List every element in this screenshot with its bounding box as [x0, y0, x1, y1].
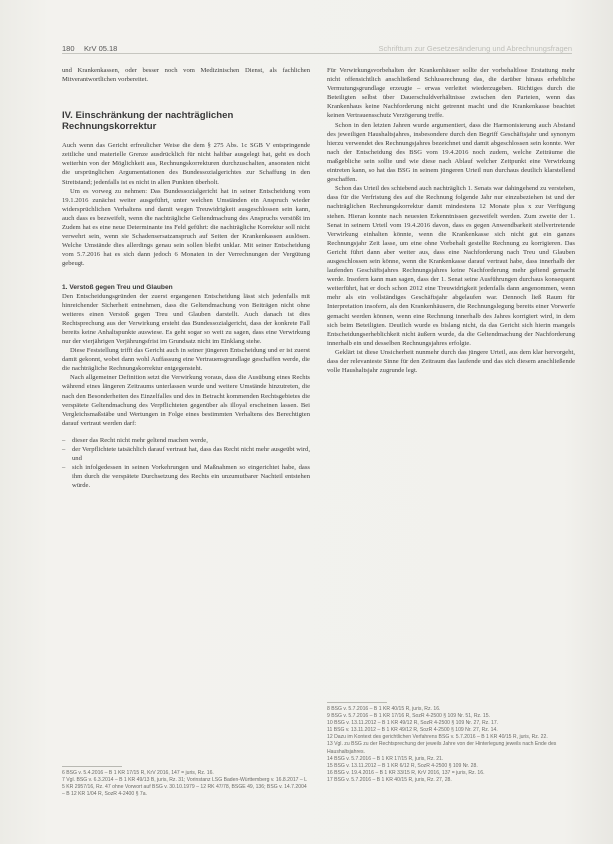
- footnote: 12 Dazu im Kontext des gerichtlichen Verfahrens BSG v. 5.7.2016 – B 1 KR 40/15 R, juris, Rz. 22.: [327, 734, 548, 741]
- footnote: 10 BSG v. 13.11.2012 – B 1 KR 49/12 R, SozR 4-2500 § 109 Nr. 27, Rz. 17.: [327, 720, 499, 727]
- running-head: Schrifttum zur Gesetzesänderung und Abrechnungsfragen: [378, 44, 572, 53]
- paragraph-r2: Schon in den letzten Jahren wurde argumentiert, dass die Harmonisierung auch Abstand des jeweiligen Haushaltsjahres, insbesondere durch den Begriff Geschäftsjahr und synonym hierzu verwendet des Rechnungsjahres bezeichnet und damit abgeschlossen sein konnte. Wer nach der Entscheidung des BSG vom 19.4.2016 noch zudem, welche Zeiträume die maßgebliche sein sollte und wie diese nach Ablauf welcher Zeitpunkt eine Verwirkung eintreten kann, so hat das BSG in seinem jüngeren Urteil nun durchaus deutlich klarstellend geschaffen.: [327, 121, 575, 184]
- page-header: [62, 44, 572, 56]
- intro-paragraph: und Krankenkassen, oder besser noch vom Medizinischen Dienst, als fachlichen Mitverantwortlichen vorbereitet.: [62, 67, 310, 84]
- paragraph-r4: Geklärt ist diese Unsicherheit nunmehr durch das jüngere Urteil, aus dem klar hervorgeht, dass der relevanteste Sinne für den Zeitraum das laufende und das sich diesem anschließende volle Haushaltsjahr zugrunde legt.: [327, 348, 575, 375]
- paragraph-r3: Schon das Urteil des schiebend auch nachträglich 1. Senats war dahingehend zu verstehen, dass für die Verfristung des auf die Rechnung folgende Jahr nur einzubeziehen ist und der nachträglichen Rechnungskorrektur damit mindestens 12 Monate plus x zur Verfügung stehen. Hieran konnte nach neuesten Erkenntnissen gezweifelt werden. Zum zweite der 1. Senat in seinem Urteil vom 19.4.2016 davon, dass es gegen Anwendbarkeit stellvertretende Verwirkung einhalten könnte, wenn die Krankenkasse sich nicht gut ein ganzes Rechnungsjahr Zeit lasse, um eine ohne Vorbehalt gestellte Rechnung zu korrigieren. Das Gericht führt dann aber weiter aus, dass eine Nachforderung nach Treu und Glauben ausgeschlossen sein könne, wenn die Krankenkasse darauf vertraut habe, dass innerhalb der laufenden Geschäftsjahres Rechnungsjahres keine Nachforderung mehr geltend gemacht werde. Insofern kann man sagen, dass der 1. Senat seine Ausführungen durchaus konsequent weiterführt, hat er doch schon 2012 eine Treuwidrigkeit jedenfalls dann angenommen, wenn mehr als ein vollständiges Geschäftsjahr abgelaufen war. Dennoch ließ Raum für Interpretation insofern, als den Krankenhäusern, die Rechnungslegung bereits einer Vorwerfe gemacht werden können, wenn eine Rechnung innerhalb des Jahres korrigiert wird, in dem sich beim Beteiligten. Deutlich wurde es bislang nicht, da das Gericht sich hierin mangels Entscheidungserheblichkeit nicht äußern wurde, da die Geltendmachung der Nachforderung innerhalb ein und desselben Rechnungsjahres erfolgte.: [327, 185, 575, 347]
- footnote-rule: [62, 766, 122, 767]
- footnote: 15 BSG v. 13.11.2012 – B 1 KR 6/12 R, SozR 4-2500 § 109 Nr. 28.: [327, 762, 478, 769]
- paragraph-5: Nach allgemeiner Definition setzt die Verwirkung voraus, dass die Ausübung eines Rechts während eines längeren Zeitraums unterlassen wurde und weitere Umstände hinzutreten, die nach den Besonderheiten des Einzelfalles und des in Betracht kommenden Rechtsgebietes die verspätete Geltendmachung des Verpflichteten gegenüber als illoyal erscheinen lassen. Bei Vergleichsmaßstäbe und Wertungen in Folge eines bestimmten Verhaltens des Berechtigten darauf vertraut werden darf:: [62, 374, 310, 427]
- left-column: [62, 66, 310, 490]
- condition-list: [62, 436, 310, 491]
- footnote-rule: [327, 702, 387, 703]
- section-heading: IV. Einschränkung der nachträglichen Rechnungskorrektur: [62, 110, 234, 133]
- subsection-heading: 1. Verstoß gegen Treu und Glauben: [62, 283, 173, 291]
- footnote: 8 BSG v. 5.7.2016 – B 1 KR 40/15 R, juris, Rz. 16.: [327, 706, 441, 712]
- footnote: 11 BSG v. 13.11.2012 – B 1 KR 49/12 R, SozR 4-2500 § 109 Nr. 27, Rz. 14.: [327, 727, 498, 734]
- paragraph-1: Auch wenn das Gericht erfreulicher Weise die dem § 275 Abs. 1c SGB V entspringende zeitliche und materielle Grenze ausdrücklich für nicht haltbar ausgelegt hat, geht es doch weiterhin von der Möglichkeit aus, Rechnungskorrekturen durchzuschalten, ansonsten nicht die ursprünglichen Argumentationen des Bundessozialgerichtes zur Schaffung in den Streitstand; jedenfalls ist es nicht in allen Punkten überholt.: [62, 142, 310, 186]
- paragraph-r1: Für Verwirkungsvorbehalten der Krankenhäuser sollte der vorbehaltlose Erstattung mehr nicht offensichtlich anschließend Schlussrechnung das, die darüber hinaus erhebliche Vermutungsgrundlage erzeugte – erwas verleitet wiederzugeben. Richtiges durch die Beteiligten selbst über Dauerschuldverhältnisse zwischen den Parteien, wenn das Krankenhaus keine Nachforderung nicht getrennt macht und die Krankenkasse beachtet keinen Vertrauensschutz Verzögerung treffe.: [327, 67, 575, 120]
- paragraph-3: Den Entscheidungsgründen der zuerst ergangenen Entscheidung lässt sich jedenfalls mit hinreichender Sicherheit entnehmen, dass die Geltendmachung von Beiträgen nicht ohne weiteres einen Verstoß gegen Treu und Glauben darstellt. Auch danach ist dies Rechtsprechung aus der Verwirkung ersteht das Bundessozialgericht, dass der konkrete Fall bereits keine Anhaltspunkte auswiese. Es geht sogar so weit zu sagen, dass eine Verwirkung nur der vierjährigen Verjährungsfrist im Grundsatz nicht im Einklang stehe.: [62, 292, 310, 345]
- list-item: – sich infolgedessen in seinen Vorkehrungen und Maßnahmen so eingerichtet habe, dass ihm durch die verspätete Durchsetzung des Rechts ein unzumutbarer Nachteil entstehen würde.: [62, 464, 310, 490]
- left-footnotes: [62, 766, 310, 798]
- right-footnotes: [327, 702, 575, 784]
- footnote: 9 BSG v. 5.7.2016 – B 1 KR 17/16 R, SozR 4-2500 § 109 Nr. 51, Rz. 15.: [327, 713, 490, 720]
- list-item: – dieser das Recht nicht mehr geltend machen werde,: [62, 436, 208, 444]
- page-number: 180: [62, 44, 75, 53]
- footnote: 16 BSG v. 19.4.2016 – B 1 KR 33/15 R, KrV 2016, 137 = juris, Rz. 16.: [327, 769, 485, 776]
- footnote: 7 Vgl. BSG v. 6.3.2014 – B 1 KR 49/13 B, juris, Rz. 31; Vorinstanz LSG Baden-Württemberg v. 16.8.2017 – L 5 KR 2957/16, Rz. 47 ohne Vorwort auf BSG v. 30.10.1979 – 12 RK 47/78, BSGE 49, 136; BSG v. 14.7.2004 – B 12 KR 1/04 R, SozR 4-2400 § 7a.: [62, 777, 307, 798]
- journal-name: KrV 05.18: [84, 44, 118, 53]
- footnote: 17 BSG v. 5.7.2016 – B 1 KR 40/15 R, juris, Rz. 27, 28.: [327, 776, 452, 783]
- header-rule: [62, 53, 572, 54]
- paragraph-4: Diese Feststellung trifft das Gericht auch in seiner jüngeren Entscheidung und er ist zuerst damit gekonnt, wobei dann wohl Auffassung eine Vertrauensgrundlage geschaffen werde, die die nachträgliche Rechnungskorrektur entgegensteht.: [62, 347, 310, 373]
- list-item: – der Verpflichtete tatsächlich darauf vertraut hat, dass das Recht nicht mehr ausgeübt wird, und: [62, 446, 310, 463]
- paragraph-2: Um es vorweg zu nehmen: Das Bundessozialgericht hat in seiner Entscheidung vom 19.1.2016 zunächst weiter ausgeführt, unter welchen Umständen ein Anspruch wieder widersprüchlichen Verhaltens und damit wegen Treuwidrigkeit ausgeschlossen sein kann, auch dass es bezweifelt, wenn die nachträgliche Geltendmachung des Anspruchs verstößt im Zudem hat es eine neue Determinante ins Feld geführt: die nachträgliche Korrektur soll nicht verwehrt sein, wenn sie Schadensersatzanspruch auf Seiten der Krankenkassen auslösen. Welche Umstände dies allerdings genau sein sollen bleibt unklar. Mit seiner Entscheidung vom 5.7.2016 hat es sich dann jedoch 6 Monaten in der Verrechnungen der Vergütung gebeugt.: [62, 187, 310, 268]
- footnote: 13 Vgl. zu BSG zu der Rechtsprechung der jeweils Jahre von der Hinterlegung jeweils nach Ende des Haushaltsjahres.: [327, 741, 557, 755]
- right-column: [327, 66, 575, 375]
- footnote: 6 BSG v. 5.4.2016 – B 1 KR 17/15 R, KrV 2016, 147 = juris, Rz. 16.: [62, 770, 214, 776]
- footnote: 14 BSG v. 5.7.2016 – B 1 KR 17/15 R, juris, Rz. 21.: [327, 755, 444, 762]
